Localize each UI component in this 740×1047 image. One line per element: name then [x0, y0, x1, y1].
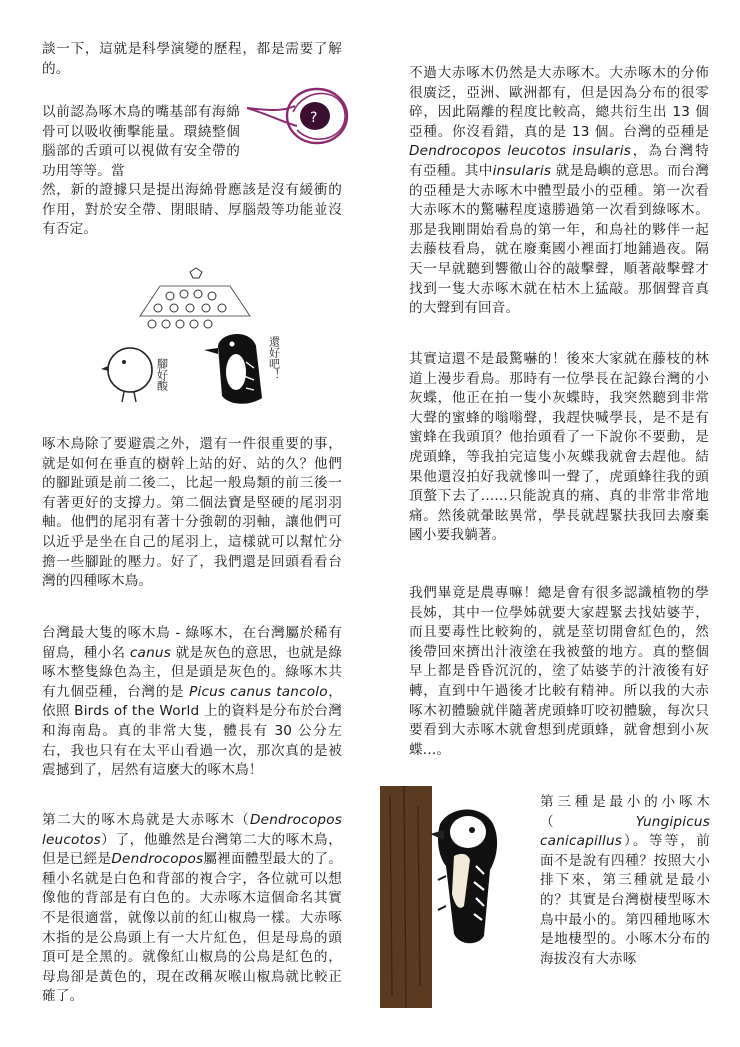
paragraph-white-backed-woodpecker: 第二大的啄木鳥就是大赤啄木（Dendrocopos leucotos）了，他雖然是台灣第二大的啄木鳥，但是已經是Dendrocopos屬裡面體型最大的了。種小名就是白色和背部的複合字，各位就可以想像他的背部是有白色的。大赤啄木這個命名其實不是很適當，就像以前的紅山椒鳥一樣。大赤啄木指的是公鳥頭上有一大片紅色，但是母鳥的頭頂可是全黑的。就像紅山椒鳥的公鳥是紅色的，母鳥卻是黃色的，現在改稱灰喉山椒鳥就比較正確了。 [42, 812, 343, 1005]
paragraph-intro: 談一下，這就是科學演變的歷程，都是需要了解的。 [42, 41, 342, 77]
paragraph-green-woodpecker: 台灣最大隻的啄木鳥 - 綠啄木，在台灣屬於稀有留鳥，種小名 canus 就是灰色的意思，也就是綠啄木整隻綠色為主，但是頭是灰色的。綠啄木共有九個亞種，台灣的是 Picus canus tancolo，依照 Birds of the World 上的資料是分布於台灣和海南島。真的非常大隻，體長有 30 公分左右，我也只有在太平山看過一次，那次真的是被震撼到了，居然有這麼大的啄木鳥！ [42, 625, 342, 779]
beak-outline [247, 106, 297, 126]
woodpecker-figure [430, 809, 497, 943]
sparrow-drawing [101, 348, 152, 402]
woodpecker-skull-illustration [245, 78, 355, 156]
woodpecker-cartoon-illustration [100, 266, 300, 416]
paragraph-hornet-story: 其實這還不是最驚嚇的！後來大家就在藤枝的林道上漫步看鳥。那時有一位學長在記錄台灣的小灰蝶，他正在拍一隻小灰蝶時，我突然聽到非常大聲的蜜蜂的嗡嗡聲，我趕快喊學長，是不是有蜜蜂在我頭頂？他抬頭看了一下說你不要動，是虎頭蜂，等我拍完這隻小灰蝶我就會去趕他。結果他還沒拍好我就慘叫一聲了，虎頭蜂往我的頭頂螫下去了......只能說真的痛、真的非常非常地痛。然後就暈眩異常，學長就趕緊扶我回去廢棄國小要我躺著。 [409, 351, 709, 544]
paragraph-sponge-bone-cont: 然，新的證據只是提出海綿骨應該是沒有緩衝的作用，對於安全帶、閉眼睛、厚腦殼等功能並沒有否定。 [42, 182, 342, 238]
bird-pyramid [140, 268, 250, 328]
paragraph-pygmy-woodpecker: 第三種是最小的小啄木（Yungipicus canicapillus）。等等，前面不是說有四種？按照大小排下來，第三種就是最小的？其實是台灣樹棲型啄木鳥中最小的。第四種地啄木是地棲型的。小啄木分布的海拔沒有大赤啄 [540, 794, 710, 967]
brain-question-mark: ? [310, 110, 318, 126]
woodpecker-speech: 還好吧！ [267, 336, 281, 380]
woodpecker-on-trunk-illustration [380, 786, 530, 1008]
sparrow-speech: 腳好酸 [155, 358, 169, 391]
paragraph-toes-tail: 啄木鳥除了要避震之外，還有一件很重要的事，就是如何在垂直的樹幹上站的好、站的久？他們的腳趾頭是前二後二，比起一般鳥類的前三後一有著更好的支撐力。第二個法寶是堅硬的尾羽羽軸。他們的尾羽有著十分強韌的羽軸，讓他們可以近乎是坐在自己的尾羽上，這樣就可以幫忙分擔一些腳趾的壓力。好了，我們還是回頭看看台灣的四種啄木鳥。 [42, 436, 342, 590]
paragraph-taro-remedy: 我們畢竟是農專嘛！總是會有很多認識植物的學長姊，其中一位學姊就要大家趕緊去找姑婆芋，而且要毒性比較夠的，就是莖切開會紅色的，然後帶回來擠出汁液塗在我被螫的地方。真的整個早上都是昏昏沉沉的，塗了姑婆芋的汁液後有好轉，直到中午過後才比較有精神。所以我的大赤啄木初體驗就伴隨著虎頭蜂叮咬初體驗，每次只要看到大赤啄木就會想到虎頭蜂，就會想到小灰蝶...。 [409, 585, 709, 758]
woodpecker-drawing [204, 334, 262, 404]
paragraph-sponge-bone: 以前認為啄木鳥的嘴基部有海綿骨可以吸收衝擊能量。環繞整個腦部的舌頭可以視做有安全帶的功用等等。當 [42, 104, 240, 179]
paragraph-subspecies: 不過大赤啄木仍然是大赤啄木。大赤啄木的分佈很廣泛，亞洲、歐洲都有，但是因為分布的很零碎，因此隔離的程度比較高，總共衍生出 13 個亞種。你沒看錯，真的是 13 個。台灣的亞種是Dendrocopos leucotos insularis，為台灣特有亞種。其中insularis 就是島嶼的意思。而台灣的亞種是大赤啄木中體型最小的亞種。第一次看大赤啄木的驚嚇程度遠勝過第一次看到綠啄木。那是我剛開始看鳥的第一年，和鳥社的夥伴一起去藤枝看鳥，就在廢棄國小裡面打地鋪過夜。隔天一早就聽到響徹山谷的敲擊聲，順著敲擊聲才找到一隻大赤啄木就在枯木上猛敲。那個聲音真的大聲到有回音。 [409, 65, 709, 317]
